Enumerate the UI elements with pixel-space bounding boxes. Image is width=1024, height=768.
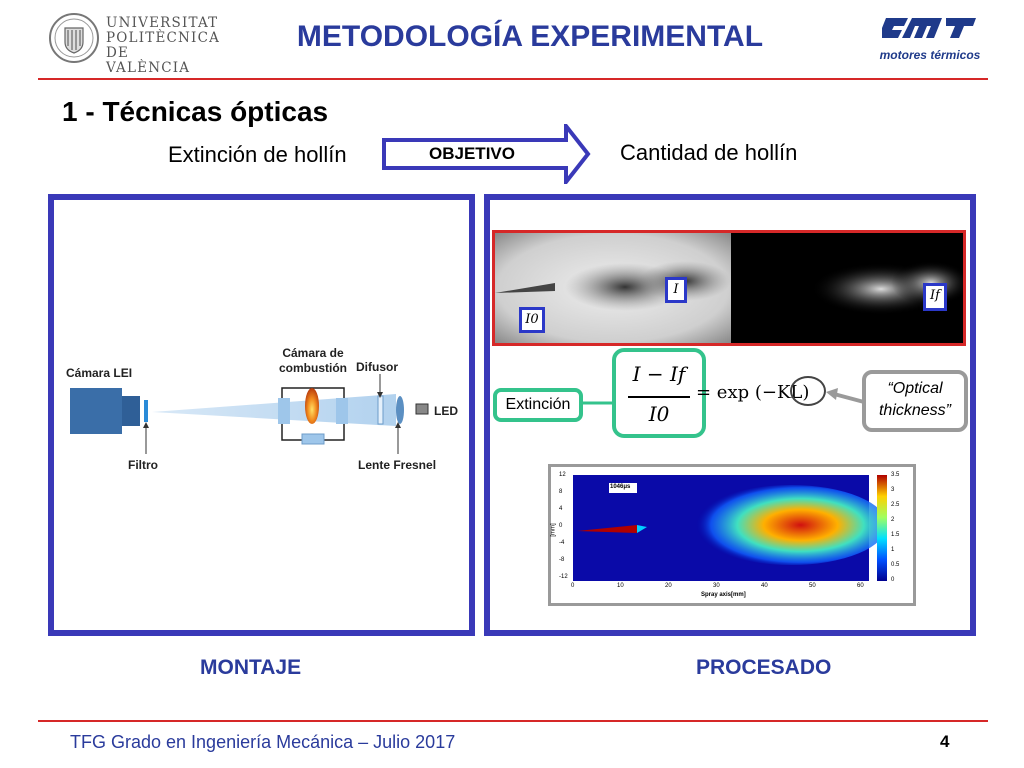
fraction-bar [628, 396, 690, 398]
fraction-numerator: I − If [632, 362, 686, 386]
colorbar-tick: 0 [891, 577, 895, 583]
colorbar-tick: 3.5 [891, 472, 900, 478]
map-xtick: 10 [617, 583, 624, 589]
colorbar-tick: 3 [891, 487, 895, 493]
map-colorbar-ticks [891, 472, 907, 584]
extinction-fraction [612, 348, 706, 438]
section-title: 1 - Técnicas ópticas [62, 96, 329, 127]
footer-text: TFG Grado en Ingeniería Mecánica – Julio 2017 [70, 732, 456, 752]
map-x-ticks [573, 583, 869, 591]
fraction-denominator: I0 [648, 402, 670, 426]
map-ytick: 8 [559, 489, 563, 495]
map-xtick: 0 [571, 583, 575, 589]
footer-divider [38, 720, 988, 722]
label-diffuser: Difusor [356, 360, 398, 374]
colorbar-tick: 1 [891, 547, 895, 553]
objective-source-label: Extinción de hollín [168, 142, 347, 167]
montaje-caption: MONTAJE [200, 656, 302, 679]
map-xtick: 30 [713, 583, 720, 589]
map-xtick: 50 [809, 583, 816, 589]
optical-setup-diagram [60, 330, 470, 490]
kl-map-figure [548, 464, 916, 606]
label-led: LED [434, 404, 458, 418]
map-ytick: 12 [559, 472, 566, 478]
map-ytick: 0 [559, 523, 563, 529]
colorbar-tick: 2 [891, 517, 895, 523]
extincion-connector [580, 396, 616, 410]
page-number: 4 [940, 732, 950, 751]
objective-arrow-label: OBJETIVO [429, 144, 515, 163]
map-y-ticks [559, 472, 571, 582]
map-ytick: -8 [559, 557, 565, 563]
label-filter: Filtro [128, 458, 158, 472]
cmt-logo [876, 14, 984, 64]
university-name: UNIVERSITAT POLITÈCNICA DE VALÈNCIA [106, 15, 221, 76]
kl-highlight [790, 376, 826, 406]
university-seal-icon [48, 12, 100, 64]
label-fresnel: Lente Fresnel [358, 458, 437, 472]
cmt-mark-icon [882, 14, 978, 44]
extinction-images [492, 230, 966, 346]
optical-arrow-icon [824, 388, 866, 408]
procesado-caption: PROCESADO [696, 656, 832, 679]
map-xtick: 40 [761, 583, 768, 589]
tag-if: If [923, 283, 947, 311]
map-ytick: 4 [559, 506, 563, 512]
map-ylabel: [mm] [550, 523, 557, 537]
map-xtick: 60 [857, 583, 864, 589]
tag-i0: I0 [519, 307, 545, 333]
page-title: METODOLOGÍA EXPERIMENTAL [296, 20, 764, 53]
label-camera: Cámara LEI [66, 366, 133, 380]
optical-thickness-tag: “Optical thickness” [862, 370, 968, 432]
cmt-logo-text: motores térmicos [879, 48, 981, 62]
colorbar-tick: 1.5 [891, 532, 900, 538]
map-xtick: 20 [665, 583, 672, 589]
map-ytick: -12 [559, 574, 568, 580]
tag-i: I [665, 277, 687, 303]
equation-rhs: = exp (−KL) [696, 382, 810, 403]
colorbar-tick: 2.5 [891, 502, 900, 508]
map-ytick: -4 [559, 540, 565, 546]
map-time-badge: 1046μs [610, 484, 631, 490]
colorbar-tick: 0.5 [891, 562, 900, 568]
objective-target-label: Cantidad de hollín [620, 140, 798, 165]
map-xlabel: Spray axis[mm] [701, 592, 746, 598]
header-divider [38, 78, 988, 80]
extincion-tag: Extinción [493, 388, 583, 422]
label-chamber: Cámara de combustión [279, 346, 347, 375]
university-logo [48, 12, 221, 76]
